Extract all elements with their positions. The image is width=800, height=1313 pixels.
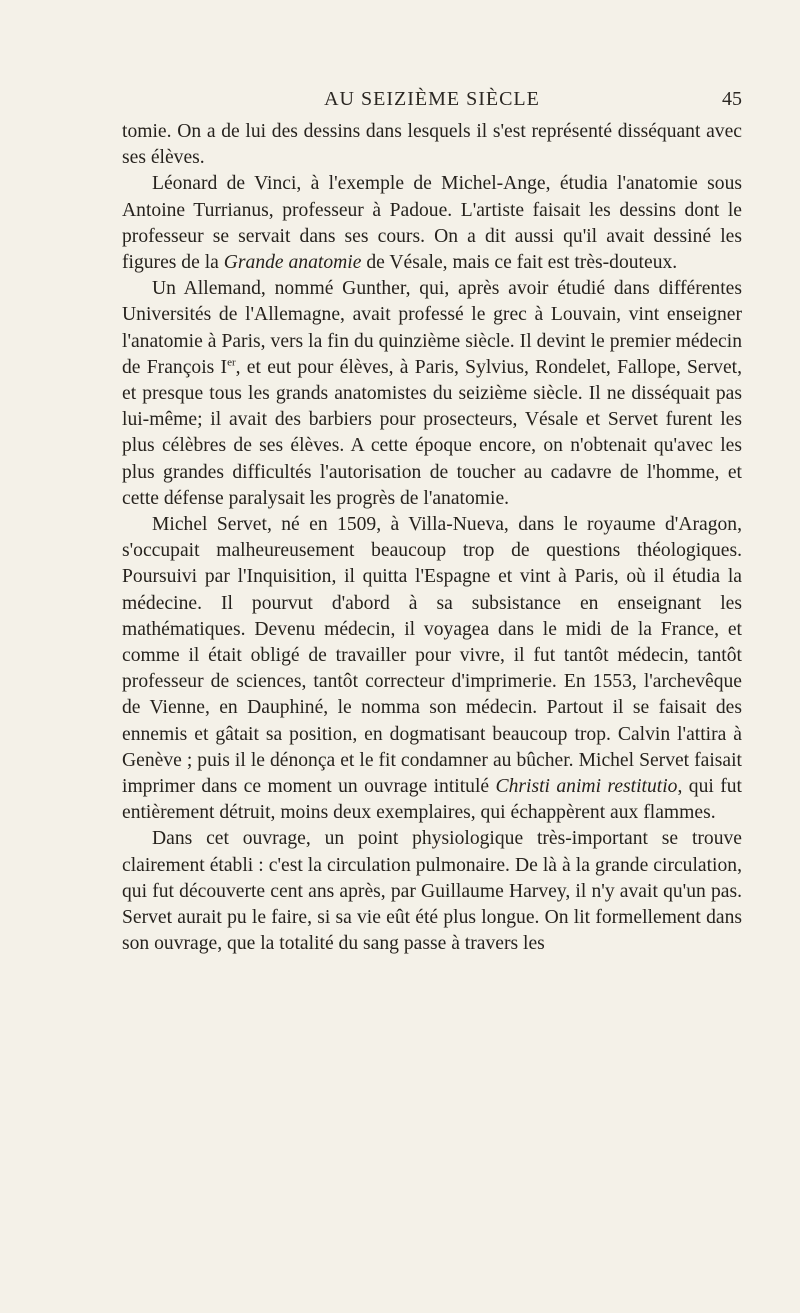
paragraph-text: Dans cet ouvrage, un point physiologique très-important se trouve clairement établi : c'est la circulation pulmonaire. De là à la grande circulation, qui fut découverte cent ans après, par Guillaume Harvey, il n'y avait qu'un pas. Servet aurait pu le faire, si sa vie eût été plus longue. On lit formellement dans son ouvrage, que la totalité du sang passe à travers les — [122, 828, 742, 955]
paragraph-text: de Vésale, mais ce fait est très-douteux. — [361, 252, 678, 274]
paragraph-text: Michel Servet, né en 1509, à Villa-Nueva, dans le royaume d'Aragon, s'occupait malheureusement beaucoup trop de questions théologiques. Poursuivi par l'Inquisition, il quitta l'Espagne et vint à Paris, où il étudia la médecine. Il pourvut d'abord à sa subsistance en enseignant les mathématiques. Devenu médecin, il voyagea dans le midi de la France, et comme il était obligé de travailler pour vivre, il fut tantôt médecin, tantôt professeur de sciences, tantôt correcteur d'imprimerie. En 1553, l'archevêque de Vienne, en Dauphiné, le nomma son médecin. Partout il se faisait des ennemis et gâtait sa position, en dogmatisant beaucoup trop. Calvin l'attira à Genève ; puis il le dénonça et le fit condamner au bûcher. Michel Servet faisait imprimer dans ce moment un ouvrage intitulé — [122, 514, 742, 798]
paragraph-text: Léonard de Vinci, à l'exemple de Michel-Ange, étudia l'anatomie sous Antoine Turrianus, professeur à Padoue. L'artiste faisait les dessins dont le professeur se servait dans ses cours. On a dit aussi qu'il avait dessiné les figures de la — [122, 173, 742, 274]
body-text — [122, 119, 742, 958]
paragraph-gunther — [122, 276, 742, 512]
italic-title: Grande anatomie — [223, 252, 362, 274]
paragraph-servet — [122, 512, 742, 826]
superscript: er — [227, 356, 236, 369]
italic-title: Christi animi restitutio — [495, 776, 678, 798]
paragraph-leonard — [122, 171, 742, 276]
paragraph-text: , qui fut entièrement détruit, moins deux exemplaires, qui échappèrent aux flammes. — [122, 776, 742, 824]
paragraph-text: tomie. On a de lui des dessins dans lesquels il s'est représenté disséquant avec ses élèves. — [122, 121, 742, 169]
running-head — [122, 88, 742, 118]
paragraph-text: Un Allemand, nommé Gunther, qui, après avoir étudié dans différentes Universités de l'Allemagne, avait professé le grec à Louvain, vint enseigner l'anatomie à Paris, vers la fin du quinzième siècle. Il devint le premier médecin de François I — [122, 278, 742, 378]
paragraph-continuation — [122, 119, 742, 171]
page-number: 45 — [722, 88, 742, 110]
paragraph-text: , et eut pour élèves, à Paris, Sylvius, Rondelet, Fallope, Servet, et presque tous les grands anatomistes du seizième siècle. Il ne disséquait pas lui-même; il avait des barbiers pour prosecteurs, Vésale et Servet furent les plus célèbres de ses élèves. A cette époque encore, on n'obtenait qu'avec les plus grandes difficultés l'autorisation de toucher au cadavre de l'homme, et cette défense paralysait les progrès de l'anatomie. — [122, 356, 742, 509]
running-title: AU SEIZIÈME SIÈCLE — [324, 88, 540, 110]
paragraph-circulation — [122, 826, 742, 957]
